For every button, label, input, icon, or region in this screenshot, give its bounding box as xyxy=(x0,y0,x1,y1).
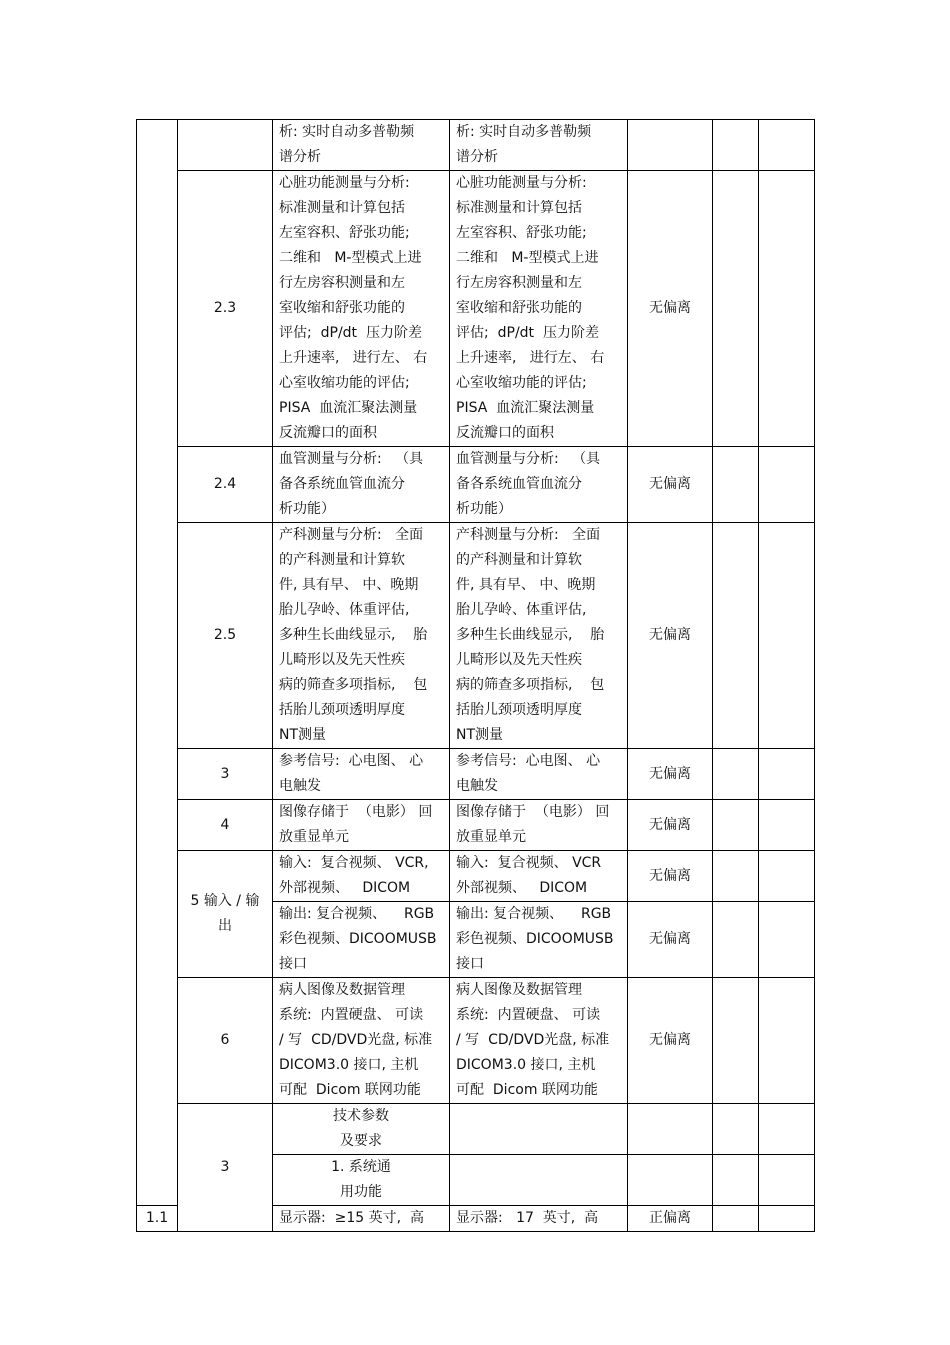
blank-cell xyxy=(628,1104,713,1155)
blank-cell xyxy=(628,1155,713,1206)
response-cell: 产科测量与分析: 全面 的产科测量和计算软 件, 具有早、 中、晚期 胎儿孕岭、体重评估, 多种生长曲线显示, 胎 儿畸形以及先天性疾 病的筛查多项指标, 包 括胎儿颈项透明厚度 NT测量 xyxy=(450,523,628,749)
blank-cell xyxy=(759,902,815,978)
deviation-cell: 无偏离 xyxy=(628,171,713,447)
requirement-cell: 心脏功能测量与分析: 标准测量和计算包括 左室容积、舒张功能; 二维和 M-型模式上进 行左房容积测量和左 室收缩和舒张功能的 评估; dP/dt 压力阶差 上升速率, 进行左、 右 心室收缩功能的评估; PISA 血流汇聚法测量 反流瓣口的面积 xyxy=(273,171,450,447)
item-cell: 3 xyxy=(178,749,273,800)
text-line: 谱分析 xyxy=(456,149,498,165)
blank-cell xyxy=(759,800,815,851)
blank-cell xyxy=(713,978,759,1104)
item-cell: 4 xyxy=(178,800,273,851)
response-cell: 输入: 复合视频、 VCR 外部视频、 DICOM xyxy=(450,851,628,902)
blank-cell xyxy=(713,1206,759,1232)
item-cell xyxy=(178,120,273,171)
requirement-cell: 产科测量与分析: 全面 的产科测量和计算软 件, 具有早、 中、晚期 胎儿孕岭、体重评估, 多种生长曲线显示, 胎 儿畸形以及先天性疾 病的筛查多项指标, 包 括胎儿颈项透明厚度 NT测量 xyxy=(273,523,450,749)
seq-cell-blank xyxy=(137,120,178,1206)
deviation-cell: 无偏离 xyxy=(628,902,713,978)
item-cell: 2.4 xyxy=(178,447,273,523)
deviation-cell: 无偏离 xyxy=(628,851,713,902)
deviation-table xyxy=(136,119,815,1232)
requirement-cell: 输出: 复合视频、 RGB 彩色视频、DICOOMUSB 接口 xyxy=(273,902,450,978)
blank-cell xyxy=(713,447,759,523)
requirement-cell: 病人图像及数据管理 系统: 内置硬盘、 可读 / 写 CD/DVD光盘, 标准 DICOM3.0 接口, 主机 可配 Dicom 联网功能 xyxy=(273,978,450,1104)
blank-cell xyxy=(713,120,759,171)
blank-cell xyxy=(759,447,815,523)
blank-cell xyxy=(713,1155,759,1206)
blank-cell xyxy=(759,1104,815,1155)
table-row xyxy=(137,523,815,749)
blank-cell xyxy=(713,1104,759,1155)
deviation-cell: 无偏离 xyxy=(628,523,713,749)
deviation-cell: 无偏离 xyxy=(628,800,713,851)
blank-cell xyxy=(759,523,815,749)
deviation-cell: 无偏离 xyxy=(628,447,713,523)
table-row xyxy=(137,800,815,851)
item-cell: 2.3 xyxy=(178,171,273,447)
table-row xyxy=(137,171,815,447)
table-row xyxy=(137,749,815,800)
text-line: 析: 实时自动多普勒频 xyxy=(279,124,415,140)
text-line: 谱分析 xyxy=(279,149,321,165)
table-row xyxy=(137,978,815,1104)
item-cell: 6 xyxy=(178,978,273,1104)
blank-cell xyxy=(759,978,815,1104)
table-row xyxy=(137,120,815,171)
deviation-cell xyxy=(628,120,713,171)
item-cell: 1.1 xyxy=(137,1206,178,1232)
response-cell: 输出: 复合视频、 RGB 彩色视频、DICOOMUSB 接口 xyxy=(450,902,628,978)
requirement-cell xyxy=(273,120,450,171)
blank-cell xyxy=(713,171,759,447)
item-cell: 2.5 xyxy=(178,523,273,749)
table-row xyxy=(137,447,815,523)
deviation-cell: 无偏离 xyxy=(628,749,713,800)
section-title-cell: 技术参数 及要求 xyxy=(273,1104,450,1155)
response-cell: 显示器: 17 英寸, 高 xyxy=(450,1206,628,1232)
blank-cell xyxy=(759,1155,815,1206)
response-cell: 病人图像及数据管理 系统: 内置硬盘、 可读 / 写 CD/DVD光盘, 标准 DICOM3.0 接口, 主机 可配 Dicom 联网功能 xyxy=(450,978,628,1104)
blank-cell xyxy=(713,902,759,978)
requirement-cell: 血管测量与分析: （具 备各系统血管血流分 析功能） xyxy=(273,447,450,523)
requirement-cell: 参考信号: 心电图、 心 电触发 xyxy=(273,749,450,800)
response-cell xyxy=(450,120,628,171)
response-cell: 图像存储于 （电影） 回 放重显单元 xyxy=(450,800,628,851)
blank-cell xyxy=(713,523,759,749)
blank-cell xyxy=(759,851,815,902)
blank-cell xyxy=(759,749,815,800)
table-row xyxy=(137,851,815,902)
blank-cell xyxy=(759,120,815,171)
blank-cell xyxy=(450,1104,628,1155)
blank-cell xyxy=(713,851,759,902)
response-cell: 心脏功能测量与分析: 标准测量和计算包括 左室容积、舒张功能; 二维和 M-型模式上进 行左房容积测量和左 室收缩和舒张功能的 评估; dP/dt 压力阶差 上升速率, 进行左、 右 心室收缩功能的评估; PISA 血流汇聚法测量 反流瓣口的面积 xyxy=(450,171,628,447)
subsection-title-cell: 1. 系统通 用功能 xyxy=(273,1155,450,1206)
requirement-cell: 图像存储于 （电影） 回 放重显单元 xyxy=(273,800,450,851)
blank-cell xyxy=(450,1155,628,1206)
requirement-cell: 输入: 复合视频、 VCR, 外部视频、 DICOM xyxy=(273,851,450,902)
deviation-cell: 无偏离 xyxy=(628,978,713,1104)
blank-cell xyxy=(713,749,759,800)
response-cell: 血管测量与分析: （具 备各系统血管血流分 析功能） xyxy=(450,447,628,523)
table-row xyxy=(137,1104,815,1155)
item-cell: 5 输入 / 输 出 xyxy=(178,851,273,978)
seq-cell: 3 xyxy=(178,1104,273,1232)
blank-cell xyxy=(759,171,815,447)
blank-cell xyxy=(759,1206,815,1232)
response-cell: 参考信号: 心电图、 心 电触发 xyxy=(450,749,628,800)
text-line: 析: 实时自动多普勒频 xyxy=(456,124,592,140)
requirement-cell: 显示器: ≥15 英寸, 高 xyxy=(273,1206,450,1232)
blank-cell xyxy=(713,800,759,851)
deviation-cell: 正偏离 xyxy=(628,1206,713,1232)
